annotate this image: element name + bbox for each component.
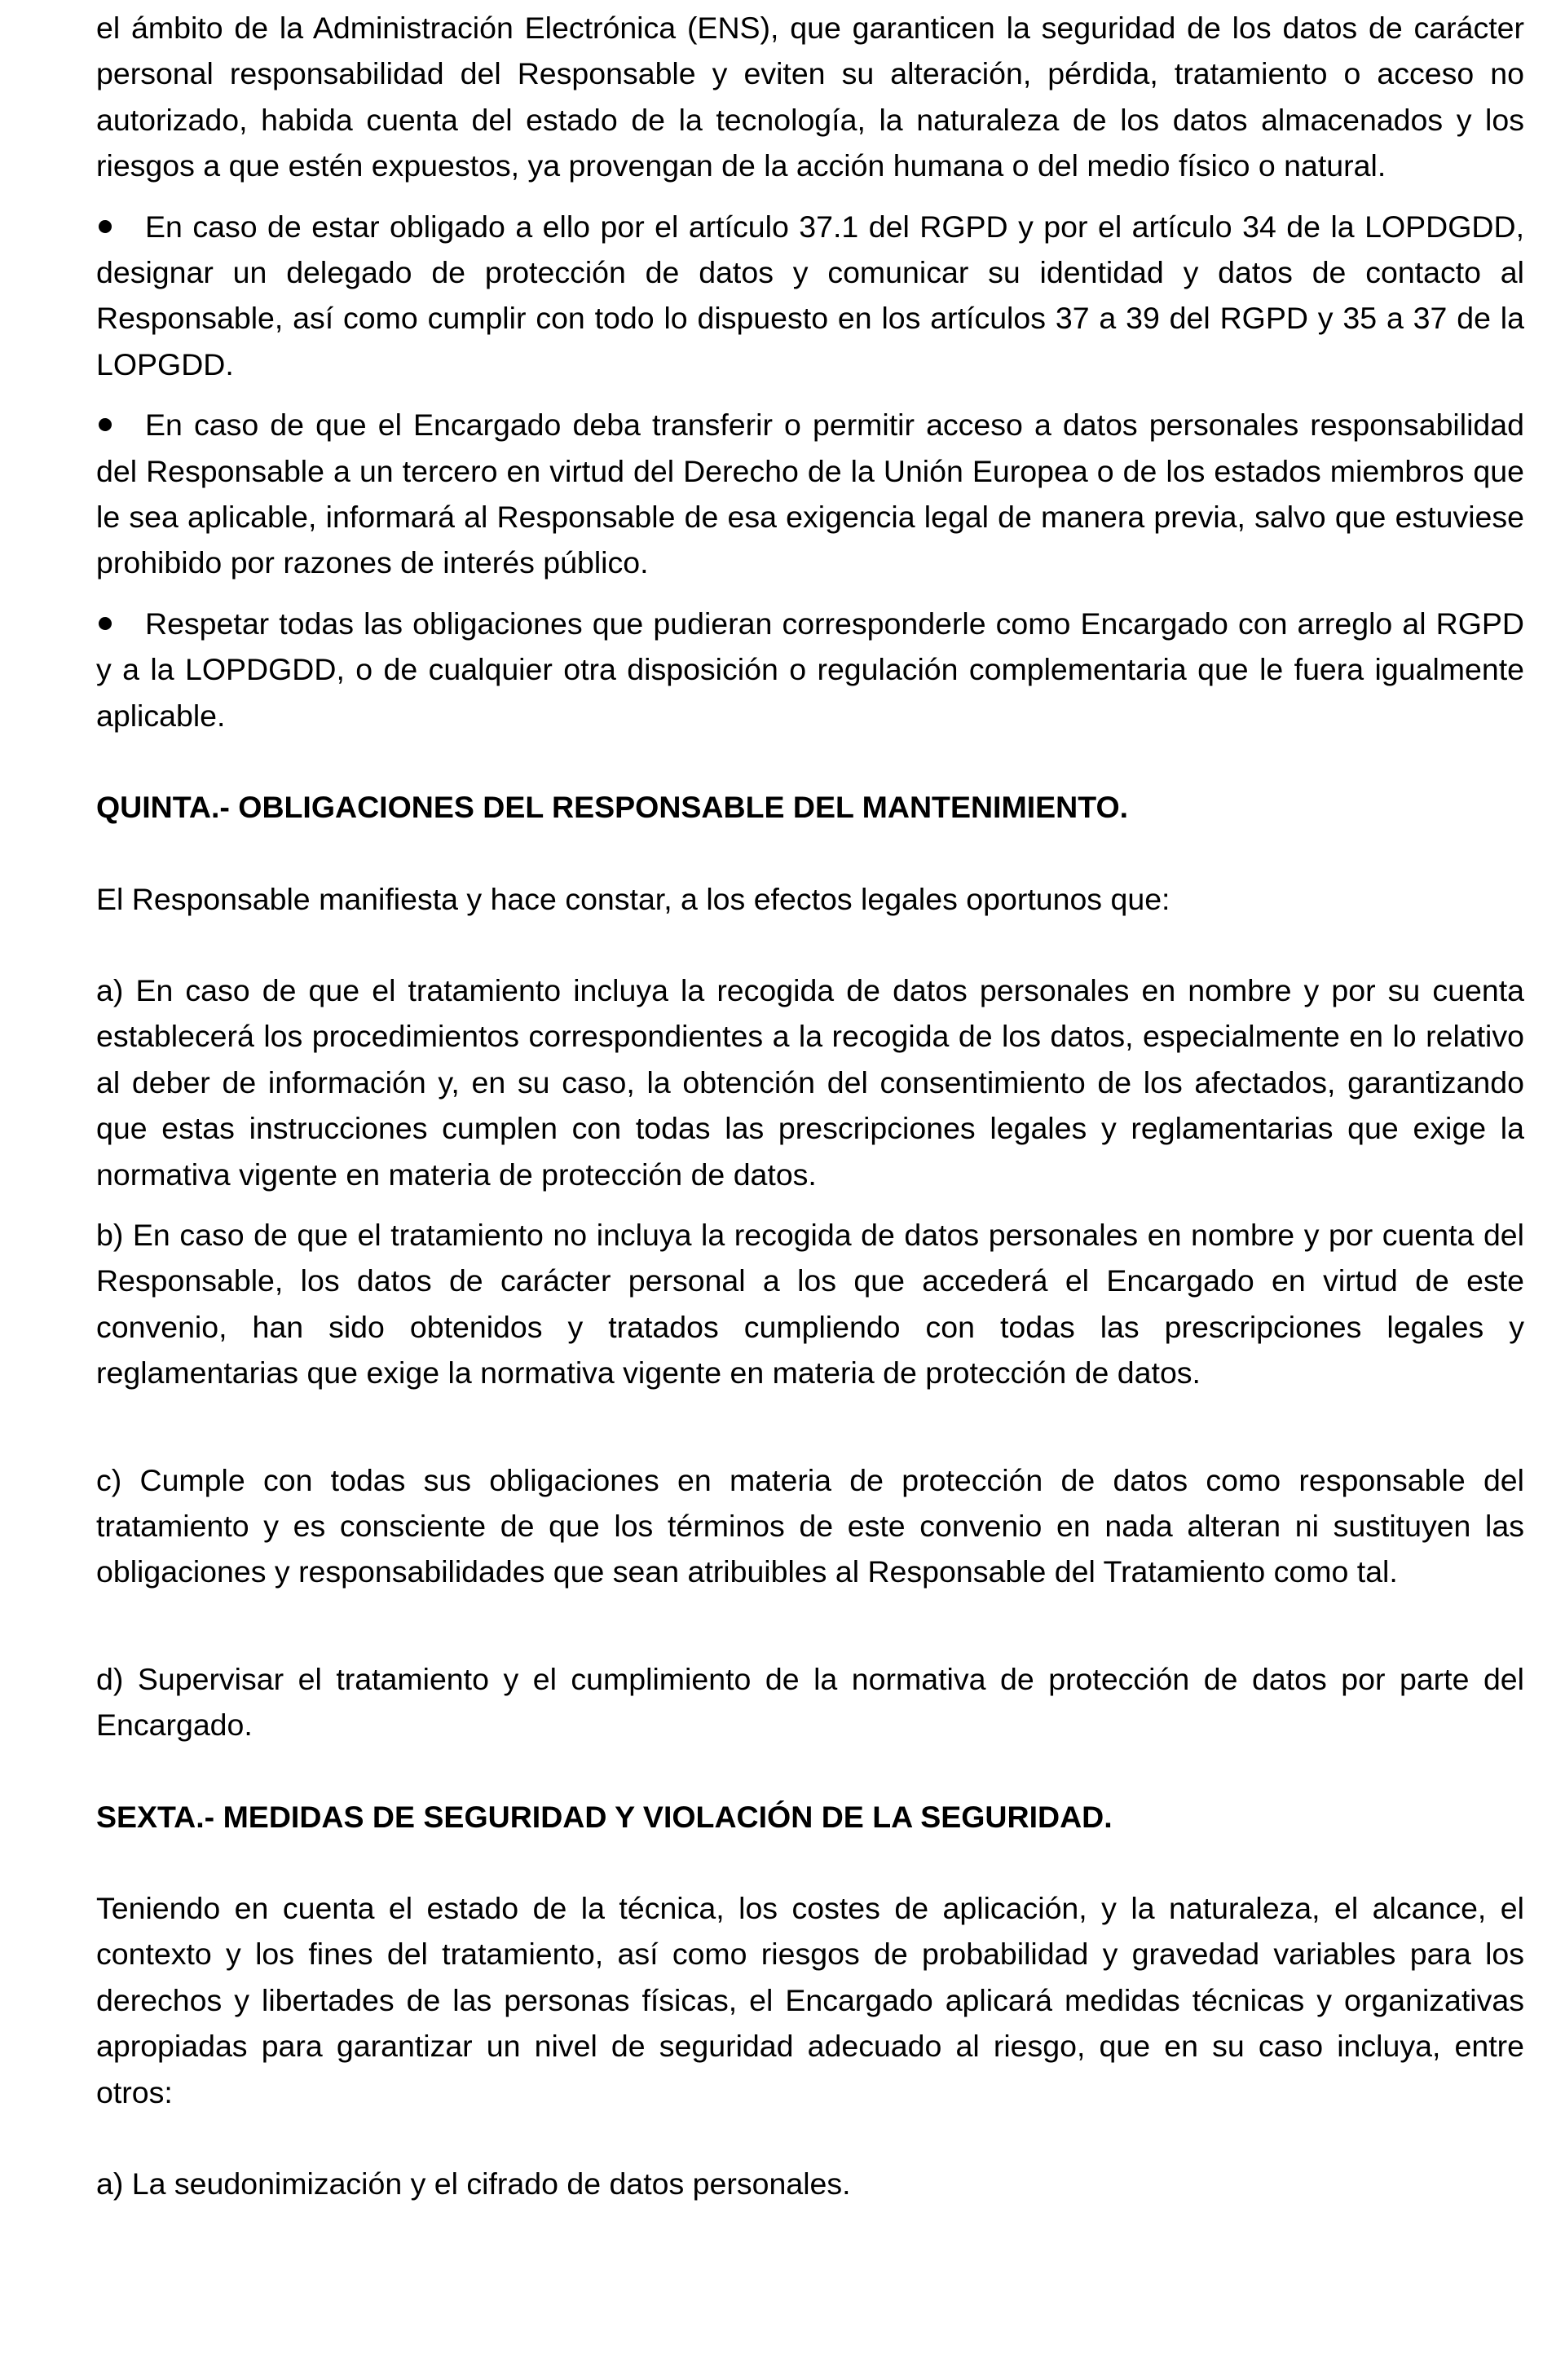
quinta-item-a: a) En caso de que el tratamiento incluya la recogida de datos personales en nombre y por su cuenta establecerá los procedimientos correspondientes a la recogida de los datos, especialmente en lo relativo al deber de información y, en su caso, la obtención del consentimiento de los afectados, garantizando que estas instrucciones cumplen con todas las prescripciones legales y reglamentarias que exige la normativa vigente en materia de protección de datos. bbox=[96, 972, 1524, 1192]
sexta-item-a: a) La seudonimización y el cifrado de datos personales. bbox=[96, 2166, 851, 2202]
quinta-lead: El Responsable manifiesta y hace constar, a los efectos legales oportunos que: bbox=[96, 881, 1170, 916]
bullet-icon bbox=[99, 220, 112, 233]
section-heading-sexta: SEXTA.- MEDIDAS DE SEGURIDAD Y VIOLACIÓN DE LA SEGURIDAD. bbox=[96, 1799, 1113, 1834]
intro-paragraph: el ámbito de la Administración Electrónica (ENS), que garanticen la seguridad de los datos de carácter personal responsabilidad del Responsable y eviten su alteración, pérdida, tratamiento o acceso no autorizado, habida cuenta del estado de la tecnología, la naturaleza de los datos almacenados y los riesgos a que estén expuestos, ya provengan de la acción humana o del medio físico o natural. bbox=[96, 11, 1524, 183]
list-item-obligations bbox=[96, 601, 1524, 738]
sexta-lead: Teniendo en cuenta el estado de la técnica, los costes de aplicación, y la naturaleza, el alcance, el contexto y los fines del tratamiento, así como riesgos de probabilidad y gravedad variables para los derechos y libertades de las personas físicas, el Encargado aplicará medidas técnicas y organizativas apropiadas para garantizar un nivel de seguridad adecuado al riesgo, que en su caso incluya, entre otros: bbox=[96, 1891, 1524, 2109]
bullet-text: En caso de estar obligado a ello por el artículo 37.1 del RGPD y por el artículo 34 de la LOPDGDD, designar un delegado de protección de datos y comunicar su identidad y datos de contacto al Responsable, así como cumplir con todo lo dispuesto en los artículos 37 a 39 del RGPD y 35 a 37 de la LOPGDD. bbox=[96, 209, 1524, 381]
quinta-item-c: c) Cumple con todas sus obligaciones en materia de protección de datos como responsable del tratamiento y es consciente de que los términos de este convenio en nada alteran ni sustituyen las obligaciones y responsabilidades que sean atribuibles al Responsable del Tratamiento como tal. bbox=[96, 1462, 1524, 1589]
bullet-icon bbox=[99, 418, 112, 431]
bullet-icon bbox=[99, 617, 112, 630]
list-item-transfer bbox=[96, 402, 1524, 586]
document-page bbox=[96, 5, 1524, 2206]
quinta-item-d: d) Supervisar el tratamiento y el cumplimiento de la normativa de protección de datos por parte del Encargado. bbox=[96, 1661, 1524, 1743]
list-item-dpo bbox=[96, 204, 1524, 388]
bullet-text: En caso de que el Encargado deba transferir o permitir acceso a datos personales responsabilidad del Responsable a un tercero en virtud del Derecho de la Unión Europea o de los estados miembros que le sea aplicable, informará al Responsable de esa exigencia legal de manera previa, salvo que estuviese prohibido por razones de interés público. bbox=[96, 408, 1524, 580]
section-heading-quinta: QUINTA.- OBLIGACIONES DEL RESPONSABLE DEL MANTENIMIENTO. bbox=[96, 790, 1129, 825]
bullet-text: Respetar todas las obligaciones que pudieran corresponderle como Encargado con arreglo al RGPD y a la LOPDGDD, o de cualquier otra disposición o regulación complementaria que le fuera igualmente aplicable. bbox=[96, 606, 1524, 733]
quinta-item-b: b) En caso de que el tratamiento no incluya la recogida de datos personales en nombre y por cuenta del Responsable, los datos de carácter personal a los que accederá el Encargado en virtud de este convenio, han sido obtenidos y tratados cumpliendo con todas las prescripciones legales y reglamentarias que exige la normativa vigente en materia de protección de datos. bbox=[96, 1217, 1524, 1391]
